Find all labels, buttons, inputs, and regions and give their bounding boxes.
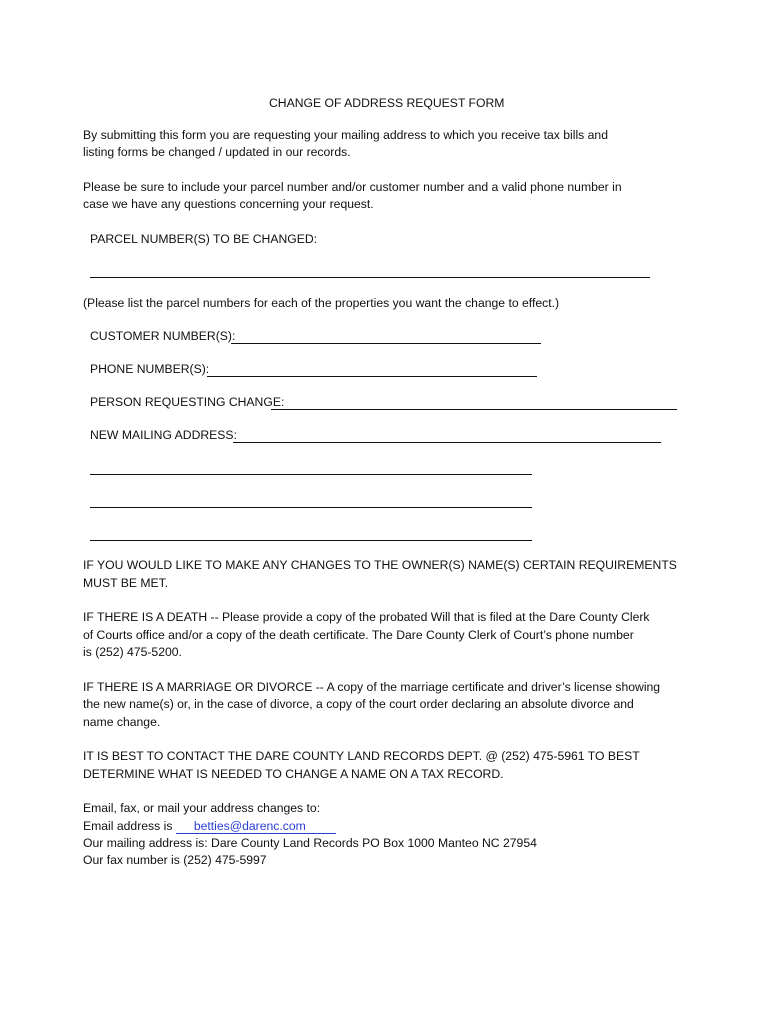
customer-number-label: CUSTOMER NUMBER(S):	[90, 329, 236, 343]
marriage-line-3: name change.	[83, 715, 161, 729]
address-line-3-field[interactable]	[90, 507, 532, 508]
death-line-3: is (252) 475-5200.	[83, 645, 182, 659]
email-link-wrap[interactable]	[176, 819, 336, 834]
fax-line: Our fax number is (252) 475-5997	[83, 853, 267, 867]
intro-line-2: listing forms be changed / updated in our records.	[83, 145, 351, 159]
person-requesting-field[interactable]	[271, 409, 677, 410]
email-prefix: Email address is	[83, 819, 173, 833]
death-line-2: of Courts office and/or a copy of the death certificate. The Dare County Clerk of Court’s phone number	[83, 628, 634, 642]
marriage-line-2: the new name(s) or, in the case of divorce, a copy of the court order declaring an absolute divorce and	[83, 697, 634, 711]
phone-number-field[interactable]	[207, 376, 537, 377]
address-line-4-field[interactable]	[90, 540, 532, 541]
parcel-number-label: PARCEL NUMBER(S) TO BE CHANGED:	[90, 232, 318, 246]
parcel-note: (Please list the parcel numbers for each of the properties you want the change to effect.)	[83, 296, 560, 310]
new-mailing-address-field[interactable]	[233, 442, 661, 443]
owner-change-line-1: IF YOU WOULD LIKE TO MAKE ANY CHANGES TO THE OWNER(S) NAME(S) CERTAIN REQUIREMENTS	[83, 558, 677, 572]
contact-line-2: DETERMINE WHAT IS NEEDED TO CHANGE A NAME ON A TAX RECORD.	[83, 767, 504, 781]
customer-number-field[interactable]	[231, 343, 541, 344]
send-intro: Email, fax, or mail your address changes to:	[83, 801, 321, 815]
phone-number-label: PHONE NUMBER(S):	[90, 362, 210, 376]
email-link[interactable]: betties@darenc.com	[193, 819, 306, 833]
death-line-1: IF THERE IS A DEATH -- Please provide a copy of the probated Will that is filed at the Dare County Clerk	[83, 610, 650, 624]
instructions-line-2: case we have any questions concerning your request.	[83, 197, 374, 211]
person-requesting-label: PERSON REQUESTING CHANGE:	[90, 395, 285, 409]
new-mailing-address-label: NEW MAILING ADDRESS:	[90, 428, 237, 442]
contact-line-1: IT IS BEST TO CONTACT THE DARE COUNTY LAND RECORDS DEPT. @ (252) 475-5961 TO BEST	[83, 749, 640, 763]
marriage-line-1: IF THERE IS A MARRIAGE OR DIVORCE -- A copy of the marriage certificate and driver’s license showing	[83, 680, 661, 694]
address-line-2-field[interactable]	[90, 474, 532, 475]
page-title: CHANGE OF ADDRESS REQUEST FORM	[269, 96, 505, 110]
email-line	[83, 818, 336, 835]
owner-change-line-2: MUST BE MET.	[83, 576, 169, 590]
mailing-address-line: Our mailing address is: Dare County Land Records PO Box 1000 Manteo NC 27954	[83, 836, 537, 850]
intro-line-1: By submitting this form you are requesting your mailing address to which you receive tax bills and	[83, 128, 608, 142]
instructions-line-1: Please be sure to include your parcel number and/or customer number and a valid phone number in	[83, 180, 622, 194]
parcel-number-field[interactable]	[90, 277, 650, 278]
